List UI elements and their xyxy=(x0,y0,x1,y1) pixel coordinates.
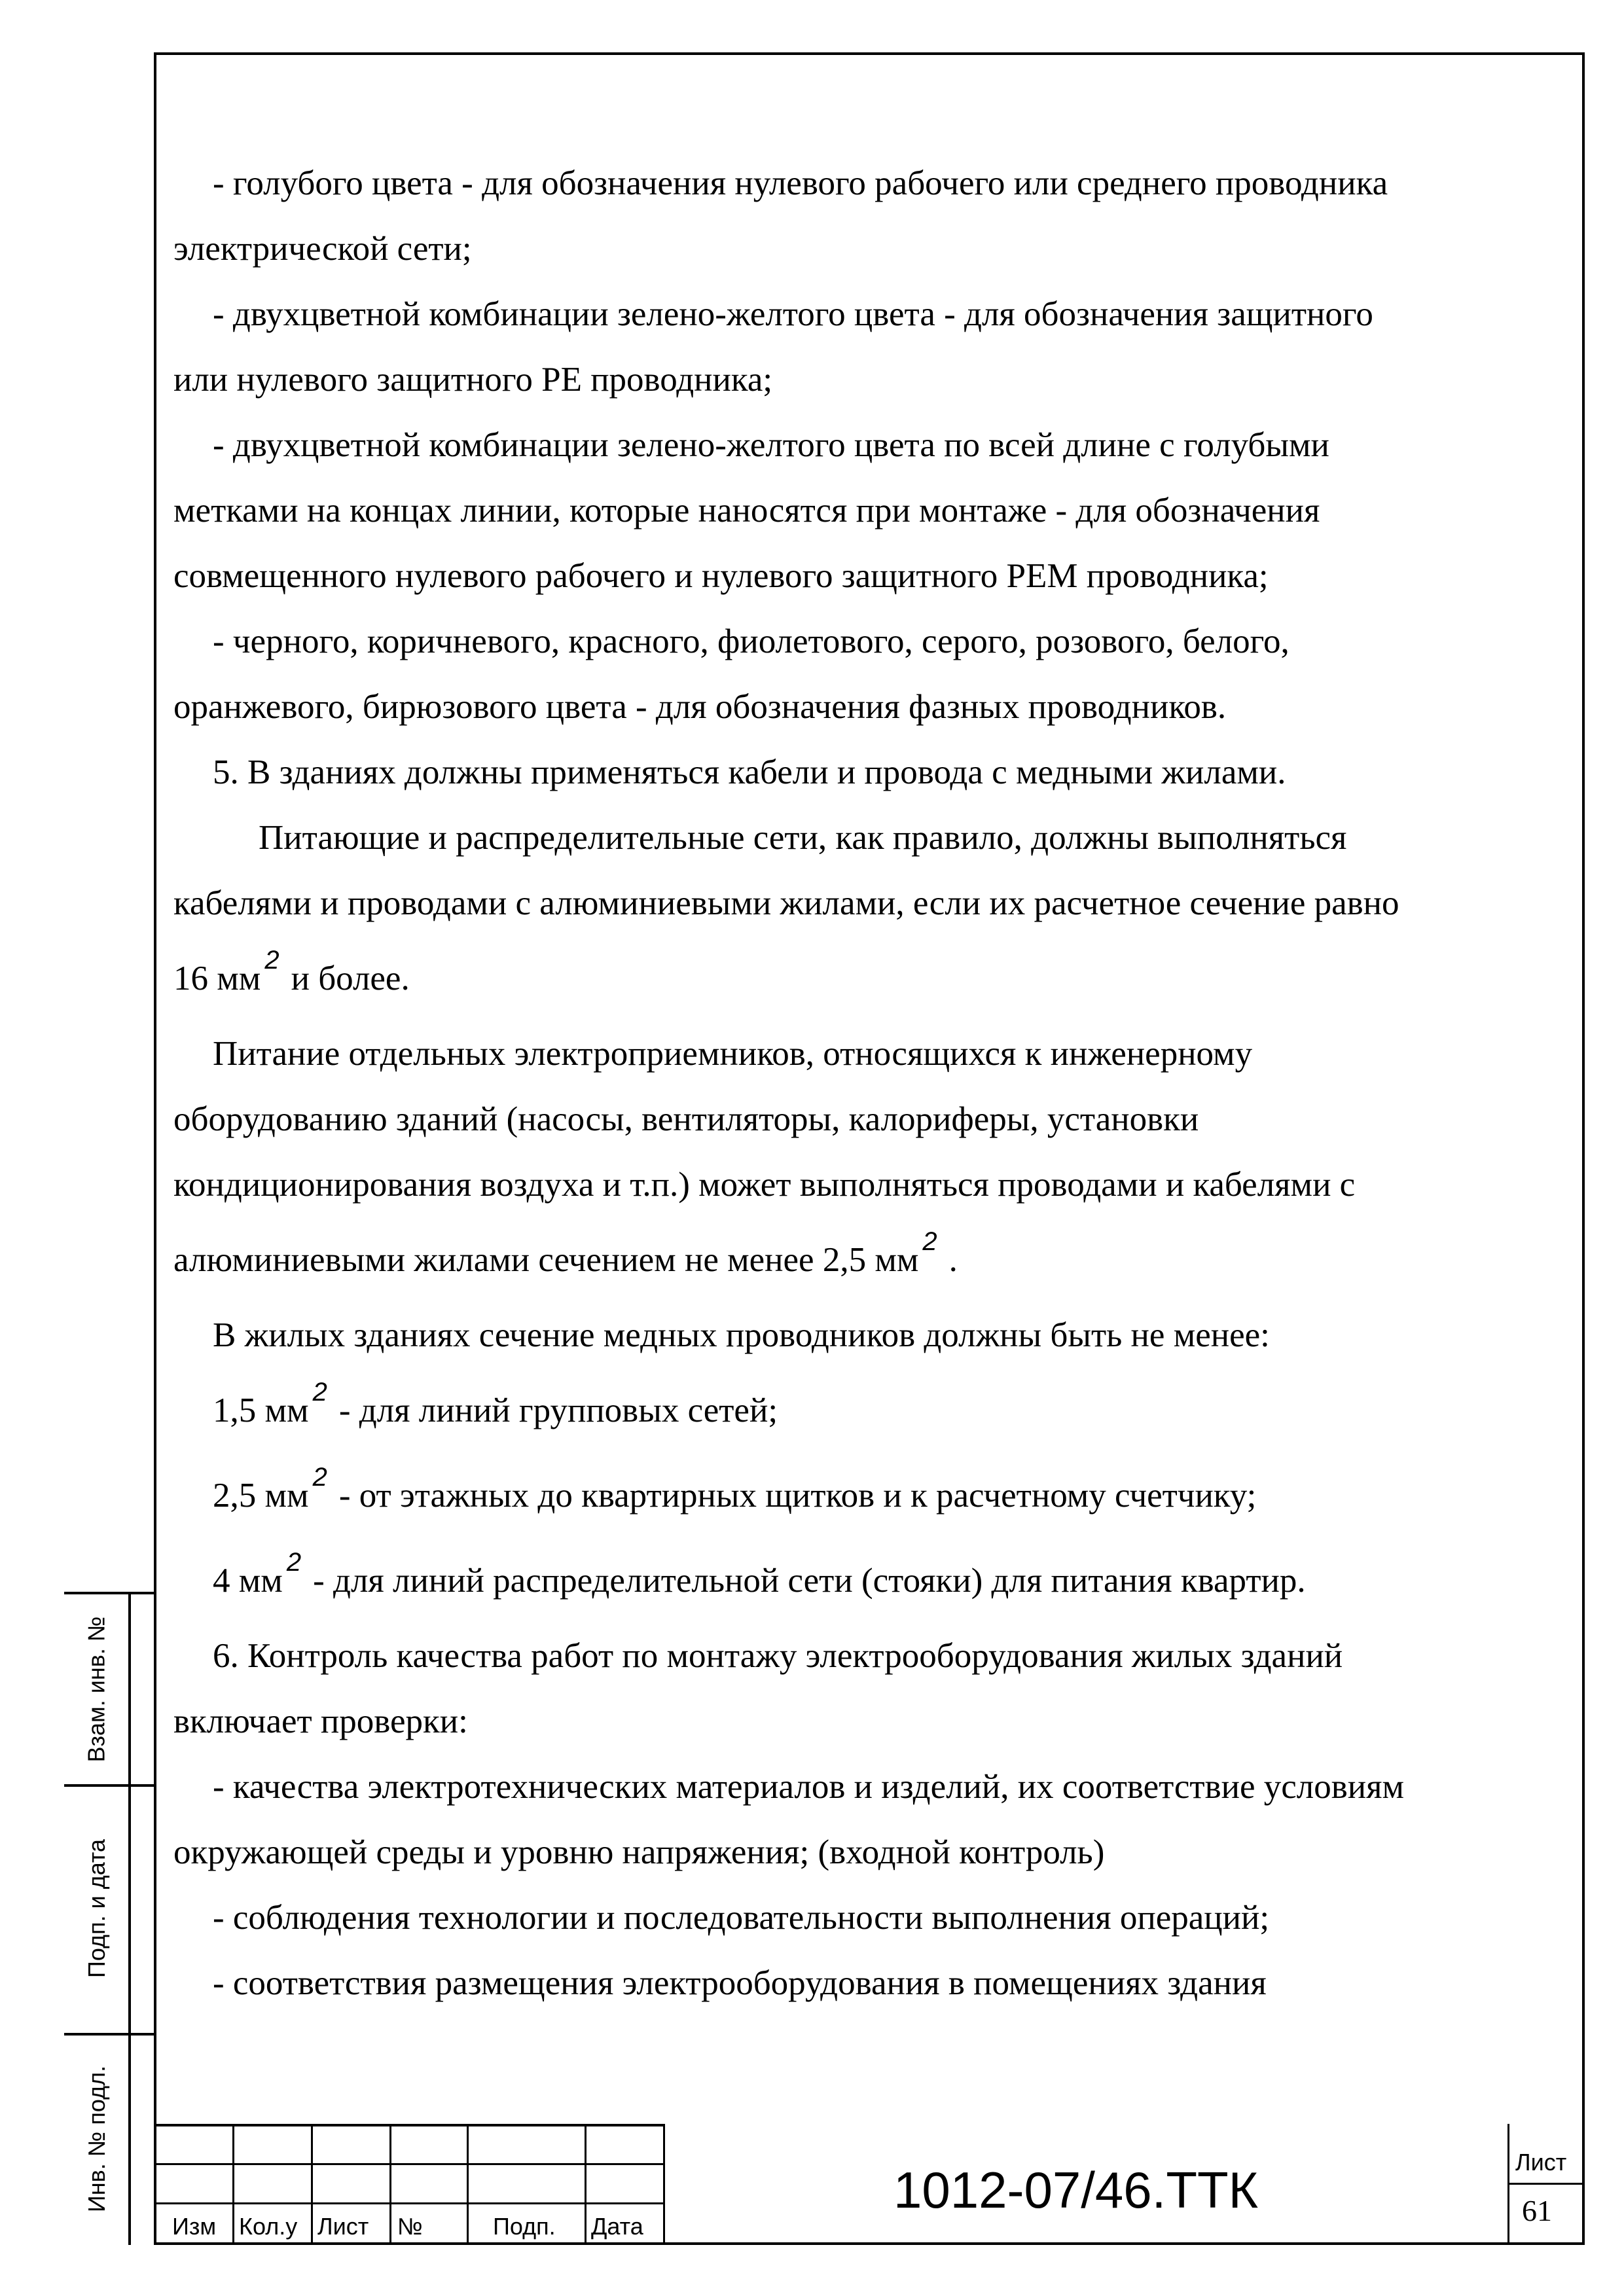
stamp-line xyxy=(1507,2124,1509,2245)
stamp-line xyxy=(585,2124,586,2245)
paragraph: включает проверки: xyxy=(173,1702,468,1740)
superscript: 2 xyxy=(286,1548,302,1577)
superscript: 2 xyxy=(312,1463,327,1492)
side-label-podp xyxy=(64,1784,130,2033)
superscript: 2 xyxy=(264,946,280,975)
superscript: 2 xyxy=(922,1227,937,1256)
stamp-label-list: Лист xyxy=(317,2213,369,2240)
stamp-line xyxy=(663,2124,665,2245)
paragraph: метками на концах линии, которые наносятся при монтаже - для обозначения xyxy=(173,492,1320,529)
paragraph: или нулевого защитного РЕ проводника; xyxy=(173,361,773,399)
paragraph: - черного, коричневого, красного, фиолетового, серого, розового, белого, xyxy=(213,622,1290,660)
stamp-line xyxy=(389,2124,391,2245)
stamp-line xyxy=(1509,2183,1585,2185)
paragraph: - качества электротехнических материалов и изделий, их соответствие условиям xyxy=(213,1768,1405,1806)
paragraph: 5. В зданиях должны применяться кабели и провода с медными жилами. xyxy=(213,753,1286,791)
paragraph: оранжевого, бирюзового цвета - для обозначения фазных проводников. xyxy=(173,688,1227,726)
document-body xyxy=(173,151,1561,2016)
paragraph: совмещенного нулевого рабочего и нулевого защитного PEM проводника; xyxy=(173,557,1269,595)
text-run: алюминиевыми жилами сечением не менее 2,5 мм xyxy=(173,1241,919,1279)
stamp-line xyxy=(154,2163,664,2165)
side-label-text: Инв. № подл. xyxy=(83,2065,110,2213)
stamp-label-sheet: Лист xyxy=(1515,2149,1567,2176)
stamp-line xyxy=(232,2124,234,2245)
text-run: - для линий распределительной сети (стояки) для питания квартир. xyxy=(313,1562,1306,1600)
paragraph: кабелями и проводами с алюминиевыми жилами, если их расчетное сечение равно xyxy=(173,884,1399,922)
stamp-label-podp: Подп. xyxy=(493,2213,556,2240)
paragraph xyxy=(173,1538,1561,1623)
text-run: 1,5 мм xyxy=(213,1391,309,1429)
stamp-label-data: Дата xyxy=(591,2213,643,2240)
side-label-text: Подп. и дата xyxy=(83,1839,110,1979)
stamp-label-izm: Изм xyxy=(172,2213,217,2240)
paragraph: электрической сети; xyxy=(173,230,472,268)
text-run: 2,5 мм xyxy=(213,1477,309,1515)
stamp-label-kolu: Кол.у xyxy=(239,2213,298,2240)
text-run: - для линий групповых сетей; xyxy=(338,1391,778,1429)
paragraph xyxy=(173,936,1561,1021)
side-label-text: Взам. инв. № xyxy=(83,1616,110,1763)
page-number: 61 xyxy=(1522,2194,1552,2227)
paragraph: - голубого цвета - для обозначения нулевого рабочего или среднего проводника xyxy=(213,164,1388,202)
text-run: 4 мм xyxy=(213,1562,283,1600)
paragraph: оборудованию зданий (насосы, вентиляторы, калориферы, установки xyxy=(173,1100,1199,1138)
paragraph xyxy=(173,1368,1561,1453)
text-run: . xyxy=(948,1241,958,1279)
stamp-line xyxy=(467,2124,469,2245)
title-block xyxy=(154,2124,1585,2245)
paragraph: 6. Контроль качества работ по монтажу электрооборудования жилых зданий xyxy=(213,1637,1343,1675)
paragraph: - соответствия размещения электрооборудования в помещениях здания xyxy=(213,1964,1267,2002)
superscript: 2 xyxy=(312,1378,327,1407)
stamp-line xyxy=(154,2124,664,2126)
paragraph xyxy=(173,1217,1561,1302)
paragraph: В жилых зданиях сечение медных проводников должны быть не менее: xyxy=(213,1316,1270,1354)
text-run: - от этажных до квартирных щитков и к расчетному счетчику; xyxy=(338,1477,1257,1515)
paragraph: окружающей среды и уровню напряжения; (входной контроль) xyxy=(173,1833,1105,1871)
paragraph: - двухцветной комбинации зелено-желтого цвета по всей длине с голубыми xyxy=(213,426,1329,464)
side-label-vzam xyxy=(64,1594,130,1784)
paragraph: кондиционирования воздуха и т.п.) может выполняться проводами и кабелями с xyxy=(173,1166,1356,1204)
side-stamp xyxy=(64,1592,154,2245)
paragraph: Питание отдельных электроприемников, относящихся к инженерному xyxy=(213,1035,1253,1073)
stamp-line xyxy=(154,2202,664,2204)
paragraph xyxy=(173,1453,1561,1538)
stamp-line xyxy=(311,2124,313,2245)
document-code: 1012-07/46.ТТК xyxy=(893,2161,1259,2219)
paragraph: - соблюдения технологии и последовательности выполнения операций; xyxy=(213,1899,1270,1937)
text-run: 16 мм xyxy=(173,960,261,997)
stamp-label-num: № xyxy=(397,2213,423,2240)
side-label-inv xyxy=(64,2033,130,2245)
text-run: и более. xyxy=(291,960,410,997)
paragraph: Питающие и распределительные сети, как правило, должны выполняться xyxy=(259,819,1347,857)
paragraph: - двухцветной комбинации зелено-желтого цвета - для обозначения защитного xyxy=(213,295,1373,333)
